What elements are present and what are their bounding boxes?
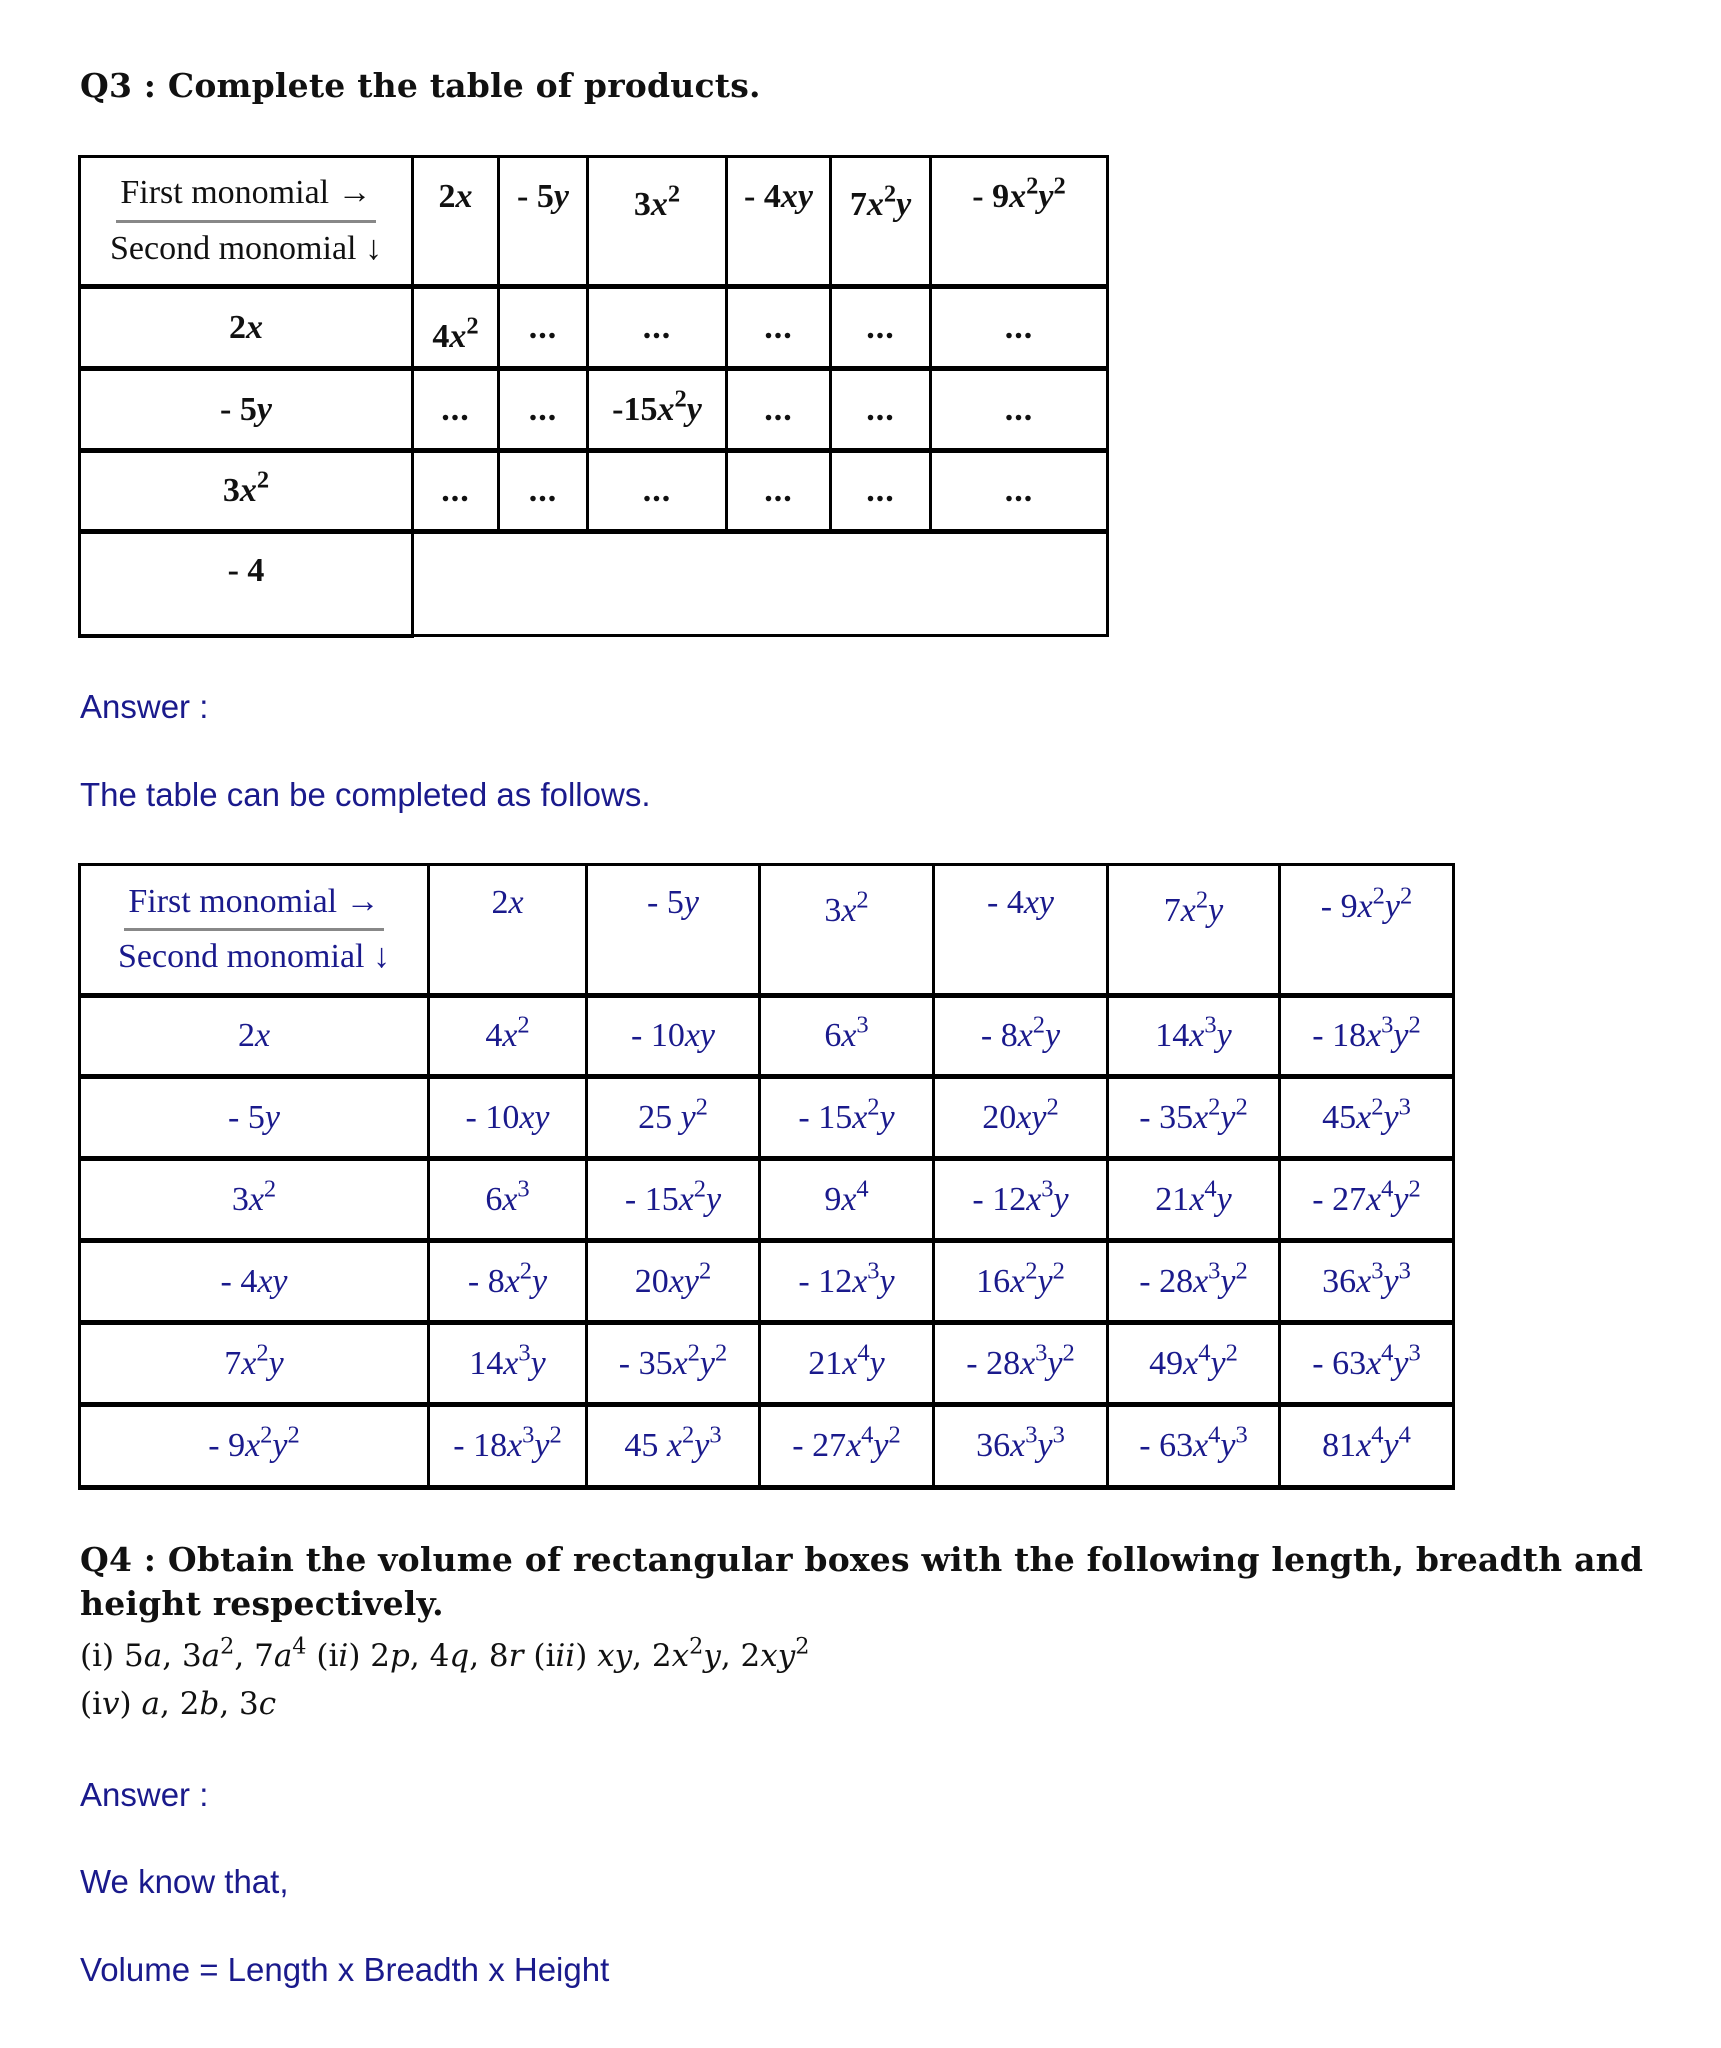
q4-known-text: We know that, <box>80 1863 289 1900</box>
column-header: $7x^2y$ <box>1108 865 1280 996</box>
table-row <box>80 1077 1454 1159</box>
table-cell: ... <box>499 287 588 369</box>
empty-merged-cell <box>413 532 1108 636</box>
table-cell: ... <box>727 287 831 369</box>
table-cell: $14x^3y$ <box>429 1323 587 1405</box>
row-header: 2x <box>80 996 429 1077</box>
table-cell: ... <box>931 451 1108 532</box>
row-header: - 4 <box>80 532 413 636</box>
table-cell: $45x^2y^3$ <box>1280 1077 1454 1159</box>
table-cell: $21x^4y$ <box>1108 1159 1280 1241</box>
row-header: 2x <box>80 287 413 369</box>
row-header: - $9x^2y^2$ <box>80 1405 429 1488</box>
table-cell: - $8x^2y$ <box>934 996 1108 1077</box>
table-cell: 25 $y^2$ <box>587 1077 760 1159</box>
column-header: - $9x^2y^2$ <box>931 157 1108 287</box>
table-row <box>80 1241 1454 1323</box>
table-cell: $36x^3y^3$ <box>934 1405 1108 1488</box>
table-cell: - 10xy <box>429 1077 587 1159</box>
table-cell: $20xy^2$ <box>587 1241 760 1323</box>
table-row <box>80 532 1108 636</box>
table-cell: - $12x^3y$ <box>934 1159 1108 1241</box>
table-cell: - $15x^2y$ <box>760 1077 934 1159</box>
table-cell: $14x^3y$ <box>1108 996 1280 1077</box>
table-cell: $-15x^2y$ <box>588 369 727 451</box>
column-header: - $9x^2y^2$ <box>1280 865 1454 996</box>
second-monomial-label: Second monomial ↓ <box>110 229 382 267</box>
column-header: $7x^2y$ <box>831 157 931 287</box>
table-row <box>80 287 1108 369</box>
table-row <box>80 996 1454 1077</box>
table-cell: ... <box>727 451 831 532</box>
table-cell: - $18x^3y^2$ <box>429 1405 587 1488</box>
table-cell: $49x^4y^2$ <box>1108 1323 1280 1405</box>
table-cell: $16x^2y^2$ <box>934 1241 1108 1323</box>
column-header: - 5y <box>499 157 588 287</box>
table-cell: ... <box>931 287 1108 369</box>
column-header: - 4xy <box>727 157 831 287</box>
column-header: 2x <box>429 865 587 996</box>
table-cell: $4x^2$ <box>429 996 587 1077</box>
q3-answer-intro: The table can be completed as follows. <box>80 776 651 813</box>
table-cell: ... <box>588 451 727 532</box>
first-monomial-label: First monomial → <box>116 171 375 222</box>
table-cell: - $8x^2y$ <box>429 1241 587 1323</box>
table-cell: - $35x^2y^2$ <box>587 1323 760 1405</box>
table-cell: $21x^4y$ <box>760 1323 934 1405</box>
q4-volume-formula: Volume = Length x Breadth x Height <box>80 1951 610 1988</box>
table-cell: ... <box>931 369 1108 451</box>
table-cell: $6x^3$ <box>760 996 934 1077</box>
table-cell: - $27x^4y^2$ <box>1280 1159 1454 1241</box>
column-header: - 5y <box>587 865 760 996</box>
first-monomial-label: First monomial → <box>124 880 383 931</box>
table-cell: ... <box>831 369 931 451</box>
table-cell: - $35x^2y^2$ <box>1108 1077 1280 1159</box>
table-cell: ... <box>413 369 499 451</box>
table-cell: ... <box>499 451 588 532</box>
second-monomial-label: Second monomial ↓ <box>118 938 390 975</box>
table-cell: - $15x^2y$ <box>587 1159 760 1241</box>
table-row <box>80 1405 1454 1488</box>
table-cell: - $18x^3y^2$ <box>1280 996 1454 1077</box>
row-header: - 4xy <box>80 1241 429 1323</box>
table-cell: $81x^4y^4$ <box>1280 1405 1454 1488</box>
table-cell: - 10xy <box>587 996 760 1077</box>
table-cell: $4x^2$ <box>413 287 499 369</box>
table-corner-header <box>80 865 429 996</box>
answer-table <box>78 863 1455 1490</box>
q4-parts-line2: (iv) a, 2b, 3c <box>80 1686 277 1723</box>
q3-answer-label: Answer : <box>80 688 209 725</box>
table-cell: - $27x^4y^2$ <box>760 1405 934 1488</box>
q4-parts-line1: (i) 5a, $3a^2$, $7a^4$ (ii) 2p, 4q, 8r (iii) xy, $2x^2y$, $2xy^2$ <box>80 1633 810 1674</box>
answer-table-body <box>80 996 1454 1488</box>
table-row <box>80 369 1108 451</box>
column-header: 2x <box>413 157 499 287</box>
q4-title <box>80 1538 1700 1626</box>
column-header: $3x^2$ <box>588 157 727 287</box>
table-cell: ... <box>727 369 831 451</box>
q4-parts <box>80 1632 809 1728</box>
table-cell: - $63x^4y^3$ <box>1280 1323 1454 1405</box>
q3-title: Q3 : Complete the table of products. <box>80 66 761 105</box>
table-corner-header <box>80 157 413 287</box>
table-cell: ... <box>413 451 499 532</box>
table-cell: $9x^4$ <box>760 1159 934 1241</box>
table-row <box>80 1159 1454 1241</box>
row-header: - 5y <box>80 1077 429 1159</box>
column-header: $3x^2$ <box>760 865 934 996</box>
table-row <box>80 1323 1454 1405</box>
table-cell: - $28x^3y^2$ <box>1108 1241 1280 1323</box>
q4-title-line2: height respectively. <box>80 1584 444 1623</box>
q4-title-line1: Q4 : Obtain the volume of rectangular boxes with the following length, breadth and <box>80 1540 1644 1579</box>
table-cell: ... <box>831 451 931 532</box>
row-header: - 5y <box>80 369 413 451</box>
table-cell: $6x^3$ <box>429 1159 587 1241</box>
table-cell: $36x^3y^3$ <box>1280 1241 1454 1323</box>
column-header: - 4xy <box>934 865 1108 996</box>
table-cell: - $63x^4y^3$ <box>1108 1405 1280 1488</box>
row-header: $7x^2y$ <box>80 1323 429 1405</box>
table-cell: ... <box>831 287 931 369</box>
table-row <box>80 451 1108 532</box>
table-cell: - $12x^3y$ <box>760 1241 934 1323</box>
table-cell: 45 $x^2y^3$ <box>587 1405 760 1488</box>
table-cell: $20xy^2$ <box>934 1077 1108 1159</box>
table-cell: ... <box>588 287 727 369</box>
table-cell: - $28x^3y^2$ <box>934 1323 1108 1405</box>
q4-answer-label: Answer : <box>80 1776 209 1813</box>
question-table <box>78 155 1109 638</box>
row-header: $3x^2$ <box>80 1159 429 1241</box>
table-cell: ... <box>499 369 588 451</box>
row-header: $3x^2$ <box>80 451 413 532</box>
